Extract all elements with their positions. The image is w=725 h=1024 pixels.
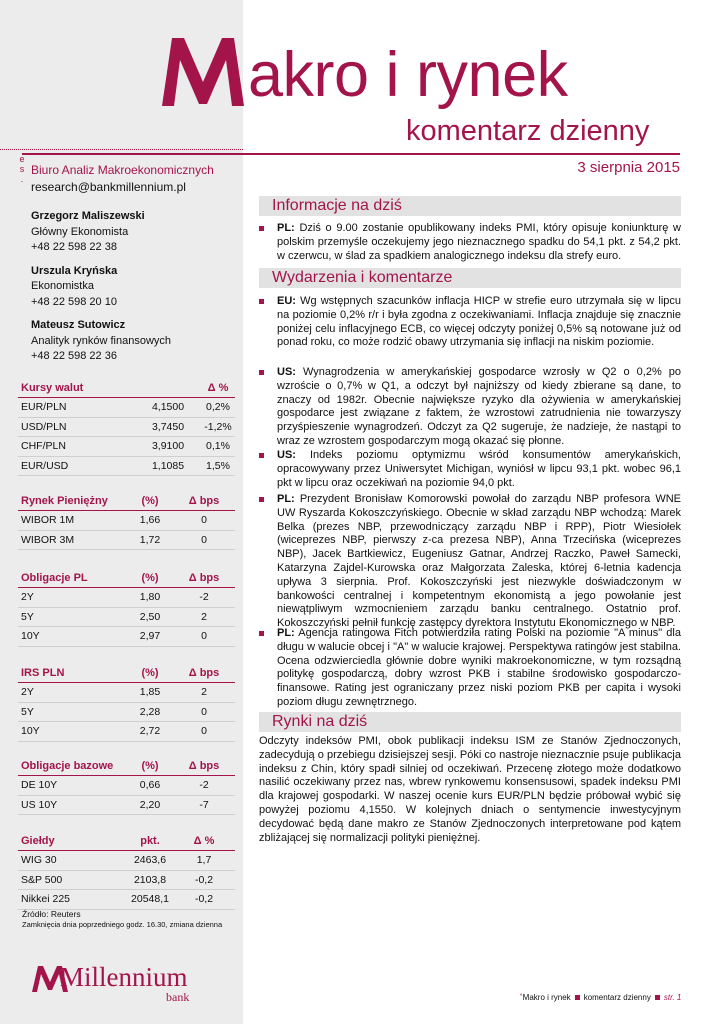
table-row bbox=[18, 627, 235, 647]
analyst-role: Ekonomistka bbox=[31, 280, 94, 292]
row-label: WIBOR 3M bbox=[21, 533, 75, 546]
row-change: 0 bbox=[201, 705, 207, 718]
row-change: 1,7 bbox=[196, 854, 212, 866]
row-label: 2Y bbox=[21, 686, 34, 698]
row-value: 2103,8 bbox=[133, 873, 167, 886]
header-col3: Δ bps bbox=[188, 760, 220, 772]
analyst-name: Urszula Kryńska bbox=[31, 264, 118, 277]
row-change: 0 bbox=[201, 725, 207, 737]
row-value: 2463,6 bbox=[133, 854, 167, 866]
event-item bbox=[259, 627, 681, 710]
brand-name: Millennium bbox=[60, 962, 188, 992]
table-row bbox=[18, 776, 235, 796]
row-change: 0,2% bbox=[206, 401, 230, 413]
analyst-phone: +48 22 598 20 10 bbox=[31, 295, 117, 308]
analyst bbox=[31, 318, 171, 365]
item-text: Prezydent Bronisław Komorowski powołał do zarządu NBP profesora WNE UW Ryszarda Kokoszczyńskiego. Obecnie w skład zarządu NBP wchodzą: Marek Belka (prezes NBP, przewodniczący zarządu NBP i RPP), Piotr Wiesiołek (wiceprezes NBP, pierwszy z-ca prezesa NBP), Anna Trzecińska (wiceprezes NBP), Jacek Bartkiewicz, Eugeniusz Gatnar, Andrzej Raczko, Paweł Samecki, Katarzyna Zajdel-Kurowska oraz Małgorzata Zaleska, której 6-letnia kadencja upływa 3 sierpnia. Prof. Kokoszczyński jest niezwykle doświadczonym w bankowości centralnej i kompetentnym ekonomistą a jego powołanie jest niewątpliwym wzmocnieniem zarządu banku centralnego. Ostatnio prof. Kokoszczyński pełnił funkcję zastępcy dyrektora Instytutu Ekonomicznego w NBP. bbox=[277, 493, 681, 630]
table-header bbox=[18, 379, 235, 398]
header-col2: (%) bbox=[141, 572, 159, 584]
brand-sub: bank bbox=[166, 990, 190, 1004]
section-title: Informacje na dziś bbox=[272, 197, 402, 214]
report-date: 3 sierpnia 2015 bbox=[577, 159, 680, 176]
analyst-name: Mateusz Sutowicz bbox=[31, 319, 126, 331]
row-label: 5Y bbox=[21, 705, 34, 718]
row-label: WIG 30 bbox=[21, 854, 57, 866]
row-value: 2,20 bbox=[139, 798, 161, 811]
item-text: Dziś o 9.00 zostanie opublikowany indeks PMI, który opisuje koniunkturę w polskim przemyśle oczekujemy jego nieznacznego spadku do 54,1 pkt. z 54,2 pkt. w czerwcu, w ślad za spadkiem analogicznego indeksu dla strefy euro. bbox=[277, 222, 681, 262]
info-item bbox=[259, 222, 681, 263]
table-row bbox=[18, 531, 235, 551]
table-row bbox=[18, 511, 235, 531]
row-label: DE 10Y bbox=[21, 779, 58, 791]
header-label: Giełdy bbox=[21, 835, 55, 847]
item-text: Agencja ratingowa Fitch potwierdziła rating Polski na poziomie "A minus" dla długu w walucie obcej i "A" w walucie krajowej. Perspektywa ratingów jest stabilna. Ocena odzwierciedla głównie dobre wyniki makroekonomiczne, w tym rozsądną politykę gospodarczą, dobry wzrost PKB i stabilne środowisko gospodarczo-finansowe. Rating jest ograniczany przez niski poziom PKB per capita i wysoki poziom długu zewnętrznego. bbox=[277, 627, 681, 708]
source-note: Zamknięcia dnia poprzedniego godz. 16.30, zmiana dzienna bbox=[22, 920, 223, 929]
analyst-phone: +48 22 598 22 36 bbox=[31, 350, 117, 362]
row-value: 2,97 bbox=[139, 630, 161, 642]
row-change: -7 bbox=[199, 798, 209, 811]
row-label: US 10Y bbox=[21, 798, 58, 811]
side-letter: s bbox=[19, 164, 25, 174]
event-item bbox=[259, 449, 681, 490]
row-change: 0 bbox=[201, 630, 207, 642]
sidebar-top-line bbox=[0, 149, 243, 150]
footer-square-icon bbox=[575, 995, 580, 1000]
table-row bbox=[18, 871, 235, 891]
row-change: 2 bbox=[201, 686, 207, 698]
bullet-icon bbox=[259, 453, 264, 458]
row-change: 0 bbox=[201, 533, 207, 546]
row-value: 3,9100 bbox=[151, 440, 185, 452]
bullet-icon bbox=[259, 299, 264, 304]
event-item bbox=[259, 366, 681, 449]
item-text: Indeks poziomu optymizmu wśród konsumentów amerykańskich, opracowywany przez Uniwersytet Michigan, wyniósł w lipcu 93,1 pkt. wobec 96,1 pkt w lipcu oraz oczekiwań na poziomie 94,0 pkt. bbox=[277, 449, 681, 489]
header-col2: (%) bbox=[141, 667, 159, 679]
row-label: EUR/PLN bbox=[21, 401, 67, 413]
side-letter: . bbox=[20, 174, 24, 184]
item-tag: PL: bbox=[277, 493, 295, 505]
row-change: 0,1% bbox=[206, 440, 230, 452]
side-letters bbox=[18, 154, 26, 184]
row-label: S&P 500 bbox=[21, 873, 63, 886]
bullet-icon bbox=[259, 631, 264, 636]
table-header bbox=[18, 664, 235, 683]
row-value: 20548,1 bbox=[131, 893, 169, 905]
office-name: Biuro Analiz Makroekonomicznych bbox=[31, 163, 214, 177]
table-irs-pln bbox=[18, 664, 235, 742]
header-label: Rynek Pieniężny bbox=[21, 495, 108, 507]
event-item bbox=[259, 295, 681, 350]
section-info-header bbox=[259, 196, 681, 216]
row-label: 10Y bbox=[21, 630, 40, 642]
row-value: 1,80 bbox=[139, 591, 161, 603]
page-number: str. 1 bbox=[663, 993, 682, 1002]
source-label: Źródło: Reuters bbox=[22, 909, 81, 919]
analyst bbox=[31, 264, 171, 311]
row-value: 1,1085 bbox=[151, 459, 185, 472]
item-tag: PL: bbox=[277, 222, 295, 234]
logo-m-glyph bbox=[158, 34, 248, 108]
section-title: Rynki na dziś bbox=[272, 713, 368, 730]
table-rynek-pieniezny bbox=[18, 492, 235, 550]
markets-text: Odczyty indeksów PMI, obok publikacji indeksu ISM ze Stanów Zjednoczonych, zadecydują o przebiegu dzisiejszej sesji. Póki co nastroje nieznacznie psuje publikacja indeksu z Chin, który spadł silniej od oczekiwań. Przecenę złotego może dodatkowo nasilić oczekiwany przez nas, wbrew rynkowemu konsensusowi, spadek indeksu PMI dla krajowej gospodarki. W naszej ocenie kurs EUR/PLN będzie próbował wybić się powyżej poziomu 4,1550. W kolejnych dniach o sentymencie inwestycyjnym decydować będą dane makro ze Stanów Zjednoczonych interpretowane pod kątem zbliżającej się normalizacji polityki pieniężnej. bbox=[259, 735, 681, 844]
header-label: Kursy walut bbox=[21, 382, 84, 394]
header-col2: (%) bbox=[141, 495, 159, 507]
row-value: 1,66 bbox=[139, 514, 161, 526]
row-value: 0,66 bbox=[139, 779, 161, 791]
row-change: -2 bbox=[199, 591, 209, 603]
table-header bbox=[18, 832, 235, 851]
header-label: Obligacje bazowe bbox=[21, 760, 114, 772]
item-tag: EU: bbox=[277, 295, 296, 307]
table-row bbox=[18, 398, 235, 418]
page-footer: ˚Makro i rynek komentarz dzienny str. 1 bbox=[520, 993, 682, 1002]
analyst bbox=[31, 209, 171, 256]
row-value: 4,1500 bbox=[151, 401, 185, 413]
bullet-icon bbox=[259, 497, 264, 502]
footer-subtitle: komentarz dzienny bbox=[583, 993, 651, 1002]
analyst-role: Główny Ekonomista bbox=[31, 225, 129, 238]
item-text: Wg wstępnych szacunków inflacja HICP w strefie euro utrzymała się w lipcu na poziomie 0,2% r/r i była zgodna z oczekiwaniami. Inflacja znajduje się znacznie poniżej celu inflacyjnego ECB, co więcej odczyty poniżej 0,5% są notowane już od ponad roku, co może rodzić obawy utrzymania się inflacji na niskim poziomie. bbox=[277, 295, 681, 349]
table-row bbox=[18, 683, 235, 703]
row-label: EUR/USD bbox=[21, 459, 69, 472]
row-value: 2,28 bbox=[139, 705, 161, 718]
table-row bbox=[18, 457, 235, 477]
footer-square-icon bbox=[655, 995, 660, 1000]
analyst-role: Analityk rynków finansowych bbox=[31, 334, 172, 347]
table-row bbox=[18, 418, 235, 438]
table-row bbox=[18, 588, 235, 608]
table-header bbox=[18, 492, 235, 511]
row-label: CHF/PLN bbox=[21, 440, 66, 452]
header-col3: Δ bps bbox=[188, 667, 220, 679]
row-label: 5Y bbox=[21, 610, 34, 623]
header-col3: Δ bps bbox=[188, 572, 220, 584]
bullet-icon bbox=[259, 370, 264, 375]
header-col3: Δ % bbox=[193, 835, 215, 847]
section-events-header bbox=[259, 268, 681, 288]
row-value: 2,50 bbox=[139, 610, 161, 623]
item-tag: US: bbox=[277, 449, 296, 461]
logo-subtitle: komentarz dzienny bbox=[406, 115, 650, 147]
header-col2: pkt. bbox=[140, 835, 160, 847]
header-divider bbox=[22, 153, 680, 155]
table-row bbox=[18, 722, 235, 742]
header-col3: Δ bps bbox=[188, 495, 220, 507]
row-value: 3,7450 bbox=[151, 420, 185, 433]
row-change: -1,2% bbox=[204, 420, 232, 433]
table-kursy-walut bbox=[18, 379, 235, 476]
header-label: Obligacje PL bbox=[21, 572, 88, 584]
row-change: 2 bbox=[201, 610, 207, 623]
analyst-phone: +48 22 598 22 38 bbox=[31, 241, 117, 253]
row-value: 1,85 bbox=[139, 686, 161, 698]
row-label: 10Y bbox=[21, 725, 40, 737]
table-row bbox=[18, 890, 235, 910]
item-tag: PL: bbox=[277, 627, 295, 639]
table-gieldy bbox=[18, 832, 235, 910]
analyst-name: Grzegorz Maliszewski bbox=[31, 210, 145, 222]
table-header bbox=[18, 569, 235, 588]
table-row bbox=[18, 703, 235, 723]
bullet-icon bbox=[259, 226, 264, 231]
table-row bbox=[18, 437, 235, 457]
email-link[interactable]: research@bankmillennium.pl bbox=[31, 180, 186, 194]
item-text: Wynagrodzenia w amerykańskiej gospodarce wzrosły w Q2 o 0,2% po wzroście o 0,7% w Q1, a odczyt był najniższy od kiedy zbierane są dane, to znaczy od 1982r. Obecnie największe ryzyko dla ożywienia w amerykańskiej gospodarce jest związane z faktem, że wzrostowi zatrudnienia nie towarzyszy przyśpieszenie wynagrodzeń. Odczyt za Q2 sugeruje, że nadzieje, że nastąpi to wraz ze wzrostem gospodarczym mogą okazać się płonne. bbox=[277, 366, 681, 447]
row-label: Nikkei 225 bbox=[21, 893, 71, 905]
table-row bbox=[18, 608, 235, 628]
row-value: 1,72 bbox=[139, 533, 161, 546]
row-value: 2,72 bbox=[139, 725, 161, 737]
header-col3: Δ % bbox=[207, 382, 229, 394]
row-change: -2 bbox=[199, 779, 209, 791]
table-obligacje-pl bbox=[18, 569, 235, 647]
footer-title: Makro i rynek bbox=[522, 993, 571, 1002]
table-header bbox=[18, 757, 235, 776]
side-letter: e bbox=[19, 154, 25, 164]
row-change: -0,2 bbox=[194, 893, 214, 905]
row-label: WIBOR 1M bbox=[21, 514, 75, 526]
item-tag: US: bbox=[277, 366, 296, 378]
event-item bbox=[259, 493, 681, 631]
header-col2: (%) bbox=[141, 760, 159, 772]
row-change: 0 bbox=[201, 514, 207, 526]
row-change: -0,2 bbox=[194, 873, 214, 886]
row-label: 2Y bbox=[21, 591, 34, 603]
table-obligacje-bazowe bbox=[18, 757, 235, 815]
analyst-list bbox=[31, 209, 171, 373]
header-label: IRS PLN bbox=[21, 667, 65, 679]
table-row bbox=[18, 796, 235, 816]
row-label: USD/PLN bbox=[21, 420, 67, 433]
table-row bbox=[18, 851, 235, 871]
logo-title: akro i rynek bbox=[248, 40, 568, 110]
section-title: Wydarzenia i komentarze bbox=[272, 269, 453, 286]
row-change: 1,5% bbox=[206, 459, 230, 472]
section-markets-header bbox=[259, 712, 681, 732]
